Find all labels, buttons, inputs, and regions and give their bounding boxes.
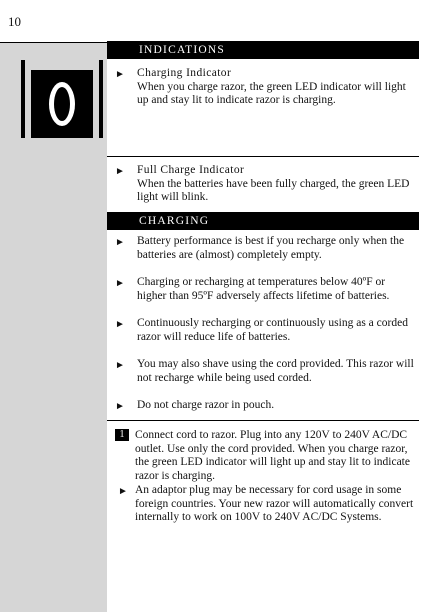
- item-text: Battery performance is best if you recharge only when the batteries are (almost) completely empty.: [137, 235, 405, 261]
- list-item: [115, 358, 415, 385]
- item-title: Full Charge Indicator: [137, 164, 245, 176]
- section-heading-charging: CHARGING: [107, 212, 419, 230]
- arrow-bullet-icon: ►: [115, 278, 125, 289]
- arrow-bullet-icon: ►: [115, 319, 125, 330]
- item-text: When the batteries have been fully charged, the green LED light will blink.: [137, 177, 410, 203]
- step-text: Connect cord to razor. Plug into any 120V to 240V AC/DC outlet. Use only the cord provided. When you charge razor, the green LED indicator will light up and stay lit to indicate razor is charging.: [135, 429, 410, 482]
- item-title: Charging Indicator: [137, 67, 232, 79]
- list-item: [115, 317, 415, 344]
- arrow-bullet-icon: ►: [115, 360, 125, 371]
- list-item: [115, 235, 415, 262]
- item-text: Continuously recharging or continuously using as a corded razor will reduce life of batteries.: [137, 317, 408, 343]
- page-number: 10: [8, 14, 21, 29]
- step-note: [118, 484, 416, 525]
- led-indicator-icon: [21, 60, 103, 142]
- step-number: 1: [115, 429, 129, 441]
- section-heading-indications: INDICATIONS: [107, 41, 419, 59]
- step-note-text: An adaptor plug may be necessary for cord usage in some foreign countries. Your new razor will automatically convert internally to work on 100V to 240V AC/DC Systems.: [135, 484, 414, 523]
- divider: [107, 420, 419, 421]
- item-text: When you charge razor, the green LED indicator will light up and stay lit to indicate razor is charging.: [137, 80, 406, 106]
- list-item: [115, 399, 415, 413]
- arrow-bullet-icon: ►: [115, 166, 125, 177]
- divider: [107, 156, 419, 157]
- divider: [0, 42, 107, 43]
- step-item: [115, 429, 415, 483]
- arrow-bullet-icon: ►: [118, 486, 128, 497]
- arrow-bullet-icon: ►: [115, 69, 125, 80]
- arrow-bullet-icon: ►: [115, 401, 125, 412]
- list-item: [115, 164, 415, 205]
- item-text: You may also shave using the cord provided. This razor will not recharge while being used corded.: [137, 358, 414, 384]
- item-text: Do not charge razor in pouch.: [137, 399, 275, 411]
- list-item: [115, 276, 415, 303]
- item-text: Charging or recharging at temperatures below 40ºF or higher than 95ºF adversely affects lifetime of batteries.: [137, 276, 390, 302]
- arrow-bullet-icon: ►: [115, 237, 125, 248]
- list-item: [115, 67, 415, 108]
